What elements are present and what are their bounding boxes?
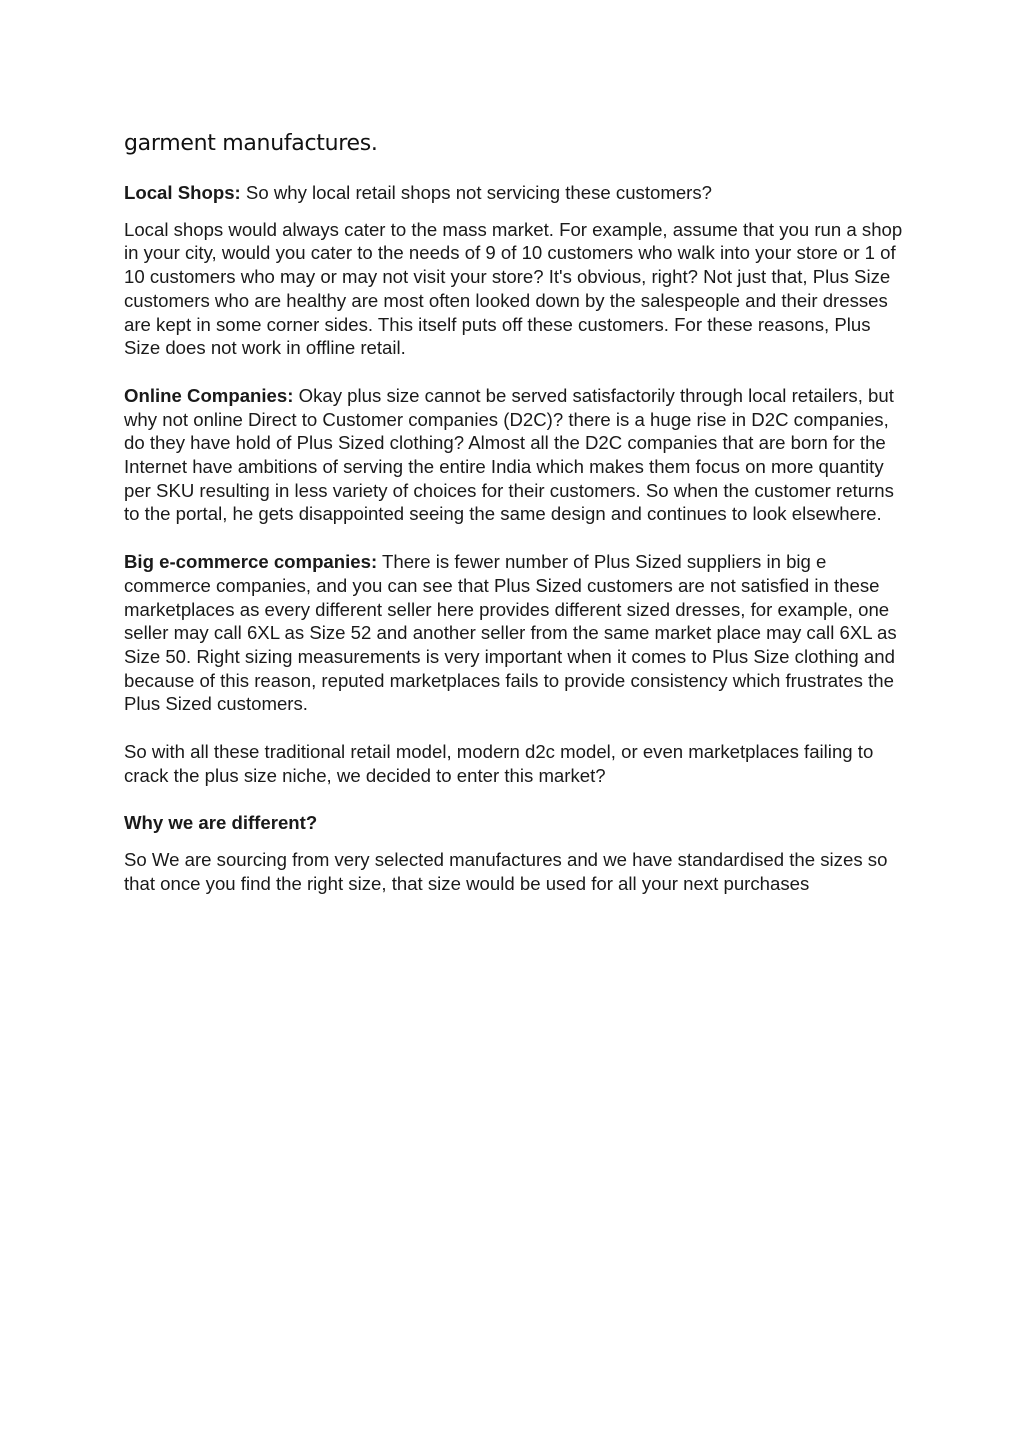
big-ecommerce-text: There is fewer number of Plus Sized suppliers in big e commerce companies, and you can see that Plus Sized customers are not satisfied in these marketplaces as every different seller here provides different sized dresses, for example, one seller may call 6XL as Size 52 and another seller from the same market place may call 6XL as Size 50. Right sizing measurements is very important when it comes to Plus Size clothing and because of this reason, reputed marketplaces fails to provide consistency which frustrates the Plus Sized customers. bbox=[124, 551, 897, 715]
online-companies-text: Okay plus size cannot be served satisfactorily through local retailers, but why not online Direct to Customer companies (D2C)? there is a huge rise in D2C companies, do they have hold of Plus Sized clothing? Almost all the D2C companies that are born for the Internet have ambitions of serving the entire India which makes them focus on more quantity per SKU resulting in less variety of choices for their customers. So when the customer returns to the portal, he gets disappointed seeing the same design and continues to look elsewhere. bbox=[124, 384, 894, 525]
document-page bbox=[124, 127, 904, 896]
local-shops-label: Local Shops: bbox=[124, 182, 241, 203]
big-ecommerce-label: Big e-commerce companies: bbox=[124, 551, 378, 573]
online-companies-paragraph bbox=[124, 384, 904, 526]
why-different-title: Why we are different? bbox=[124, 812, 318, 834]
local-shops-question bbox=[124, 181, 904, 205]
why-different-heading bbox=[124, 811, 904, 835]
local-shops-question-text: So why local retail shops not servicing these customers? bbox=[240, 182, 713, 203]
online-companies-label: Online Companies: bbox=[124, 384, 294, 406]
conclusion-paragraph: So with all these traditional retail model, modern d2c model, or even marketplaces failing to crack the plus size niche, we decided to enter this market? bbox=[124, 741, 874, 786]
local-shops-paragraph: Local shops would always cater to the mass market. For example, assume that you run a shop in your city, would you cater to the needs of 9 of 10 customers who walk into your store or 1 of 10 customers who may or may not visit your store? It's obvious, right? Not just that, Plus Size customers who are healthy are most often looked down by the salespeople and their dresses are kept in some corner sides. This itself puts off these customers. For these reasons, Plus Size does not work in offline retail. bbox=[124, 218, 903, 359]
why-different-paragraph: So We are sourcing from very selected manufactures and we have standardised the sizes so that once you find the right size, that size would be used for all your next purchases bbox=[124, 849, 888, 894]
big-ecommerce-paragraph bbox=[124, 550, 904, 716]
page-heading: garment manufactures. bbox=[124, 131, 378, 156]
